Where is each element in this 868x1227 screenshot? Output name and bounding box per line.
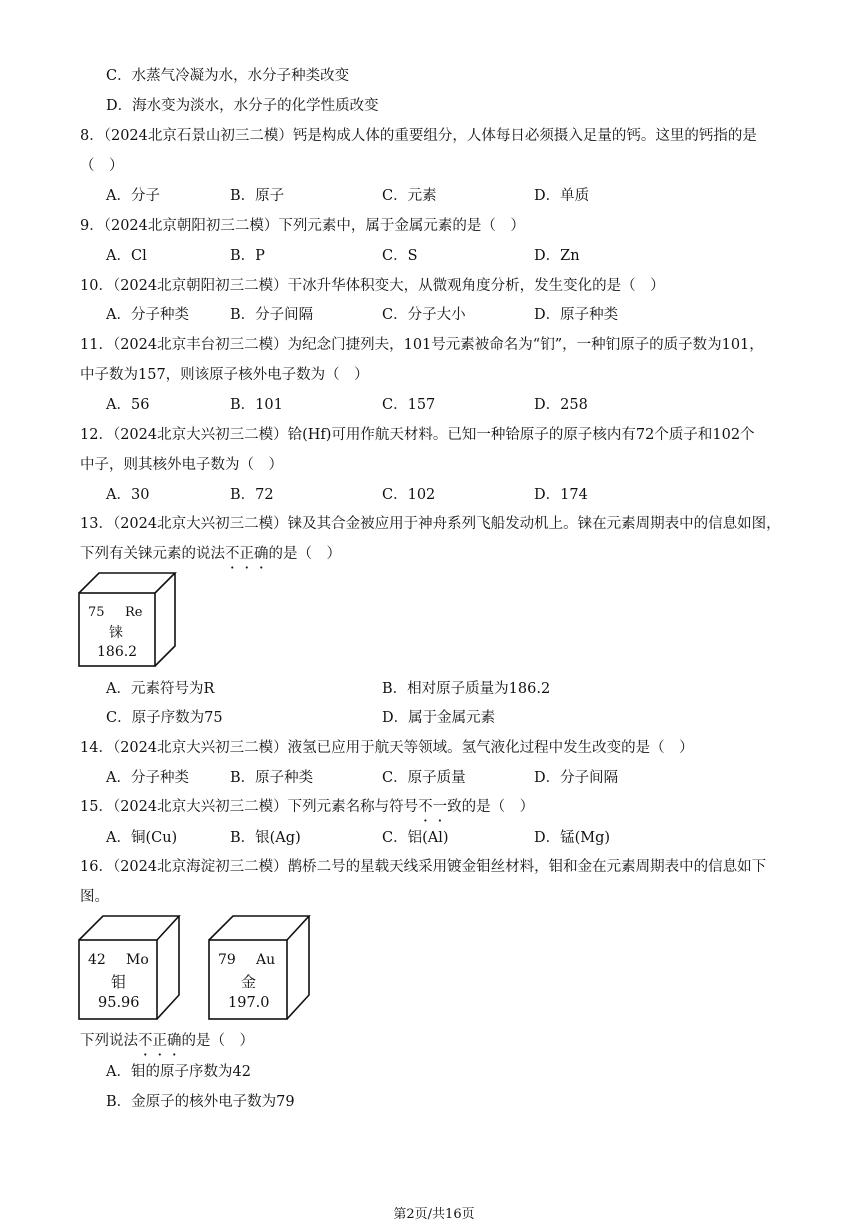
element-symbol: Au bbox=[256, 952, 276, 968]
q10-option-d: D．原子种类 bbox=[534, 307, 619, 323]
atomic-mass: 197.0 bbox=[228, 995, 270, 1011]
q14-stem: 14．（2024北京大兴初三二模）液氢已应用于航天等领域。氢气液化过程中发生改变的是（ ） bbox=[80, 740, 694, 756]
q8-option-b: B．原子 bbox=[230, 188, 285, 204]
emphasis-char: 确 bbox=[254, 546, 269, 562]
q12-option-d: D．174 bbox=[534, 487, 588, 503]
emphasis-char: 确 bbox=[167, 1033, 182, 1049]
q16-question-post: 的是（ ） bbox=[181, 1033, 254, 1049]
q7-option-c: C．水蒸气冷凝为水，水分子种类改变 bbox=[106, 68, 350, 84]
atomic-mass: 95.96 bbox=[98, 995, 140, 1011]
q16-option-a: A．钼的原子序数为42 bbox=[106, 1064, 251, 1080]
element-symbol: Mo bbox=[126, 952, 149, 968]
element-name: 铼 bbox=[109, 625, 123, 641]
q10-option-a: A．分子种类 bbox=[106, 307, 189, 323]
q9-option-b: B．P bbox=[230, 248, 265, 264]
q15-option-a: A．铜(Cu) bbox=[106, 830, 178, 846]
q14-option-a: A．分子种类 bbox=[106, 770, 189, 786]
q13-option-c: C．原子序数为75 bbox=[106, 710, 223, 726]
q10-stem: 10．（2024北京朝阳初三二模）干冰升华体积变大，从微观角度分析，发生变化的是（ ） bbox=[80, 278, 665, 294]
q16-question-pre: 下列说法 bbox=[80, 1033, 138, 1049]
element-name: 钼 bbox=[111, 973, 127, 991]
q8-option-d: D．单质 bbox=[534, 188, 590, 204]
q11-stem-line1: 11．（2024北京丰台初三二模）为纪念门捷列夫，101号元素被命名为“钔”，一种钔原子的质子数为101， bbox=[80, 337, 764, 353]
q15-stem-pre: 15．（2024北京大兴初三二模）下列元素名称与符号 bbox=[80, 799, 419, 815]
emphasis-char: 不 bbox=[225, 546, 240, 562]
q16-stem-line1: 16．（2024北京海淀初三二模）鹊桥二号的星载天线采用镀金钼丝材料，钼和金在元素周期表中的信息如下 bbox=[80, 859, 767, 875]
q9-option-c: C．S bbox=[382, 248, 418, 264]
q13-option-a: A．元素符号为R bbox=[106, 681, 215, 697]
element-name: 金 bbox=[241, 973, 257, 991]
emphasis-char: 不 bbox=[418, 799, 433, 815]
q15-option-b: B．银(Ag) bbox=[230, 830, 301, 846]
element-symbol: Re bbox=[125, 605, 143, 620]
q10-option-c: C．分子大小 bbox=[382, 307, 466, 323]
emphasis-char: 一 bbox=[432, 799, 448, 815]
q10-option-b: B．分子间隔 bbox=[230, 307, 314, 323]
q8-option-c: C．元素 bbox=[382, 188, 437, 204]
emphasis-char: 不 bbox=[138, 1033, 153, 1049]
q9-option-d: D．Zn bbox=[534, 248, 580, 264]
q11-option-d: D．258 bbox=[534, 397, 588, 413]
q15-option-d: D．锰(Mg) bbox=[534, 830, 611, 846]
q12-option-c: C．102 bbox=[382, 487, 436, 503]
q14-option-b: B．原子种类 bbox=[230, 770, 314, 786]
q12-stem-line2: 中子，则其核外电子数为（ ） bbox=[80, 457, 283, 473]
emphasis-char: 正 bbox=[152, 1033, 167, 1049]
q12-option-a: A．30 bbox=[106, 487, 150, 503]
q8-option-a: A．分子 bbox=[106, 188, 160, 204]
emphasis-char: 正 bbox=[239, 546, 254, 562]
q8-stem-line2: （ ） bbox=[80, 158, 124, 174]
page-footer: 第2页/共16页 bbox=[393, 1207, 475, 1222]
q11-option-a: A．56 bbox=[106, 397, 150, 413]
q15-option-c: C．铝(Al) bbox=[382, 830, 449, 846]
q8-stem-line1: 8．（2024北京石景山初三二模）钙是构成人体的重要组分，人体每日必须摄入足量的钙。这里的钙指的是 bbox=[80, 128, 757, 144]
element-card-mo bbox=[78, 915, 182, 1021]
q16-option-b: B．金原子的核外电子数为79 bbox=[106, 1094, 295, 1110]
q15-stem bbox=[80, 797, 534, 817]
q16-question bbox=[80, 1031, 254, 1051]
element-card-au bbox=[208, 915, 312, 1021]
q13-stem-line2 bbox=[80, 544, 341, 564]
q15-stem-post: 致的是（ ） bbox=[447, 799, 535, 815]
atomic-number: 79 bbox=[218, 952, 236, 968]
atomic-number: 42 bbox=[88, 952, 106, 968]
q16-stem-line2: 图。 bbox=[80, 889, 109, 905]
atomic-number: 75 bbox=[88, 605, 105, 620]
q12-option-b: B．72 bbox=[230, 487, 274, 503]
q13-stem-post: 的是（ ） bbox=[268, 546, 341, 562]
q11-stem-line2: 中子数为157，则该原子核外电子数为（ ） bbox=[80, 367, 369, 383]
atomic-mass: 186.2 bbox=[97, 644, 138, 660]
q9-option-a: A．Cl bbox=[106, 248, 147, 264]
q13-option-d: D．属于金属元素 bbox=[382, 710, 496, 726]
q13-stem-pre: 下列有关铼元素的说法 bbox=[80, 546, 225, 562]
q11-option-c: C．157 bbox=[382, 397, 436, 413]
q7-option-d: D．海水变为淡水，水分子的化学性质改变 bbox=[106, 98, 379, 114]
q14-option-c: C．原子质量 bbox=[382, 770, 466, 786]
q9-stem: 9．（2024北京朝阳初三二模）下列元素中，属于金属元素的是（ ） bbox=[80, 218, 525, 234]
q12-stem-line1: 12．（2024北京大兴初三二模）铪(Hf)可用作航天材料。已知一种铪原子的原子核内有72个质子和102个 bbox=[80, 427, 755, 443]
q14-option-d: D．分子间隔 bbox=[534, 770, 619, 786]
q11-option-b: B．101 bbox=[230, 397, 283, 413]
q13-stem-line1: 13．（2024北京大兴初三二模）铼及其合金被应用于神舟系列飞船发动机上。铼在元素周期表中的信息如图， bbox=[80, 516, 781, 532]
element-card-re bbox=[78, 572, 178, 668]
q13-option-b: B．相对原子质量为186.2 bbox=[382, 681, 551, 697]
